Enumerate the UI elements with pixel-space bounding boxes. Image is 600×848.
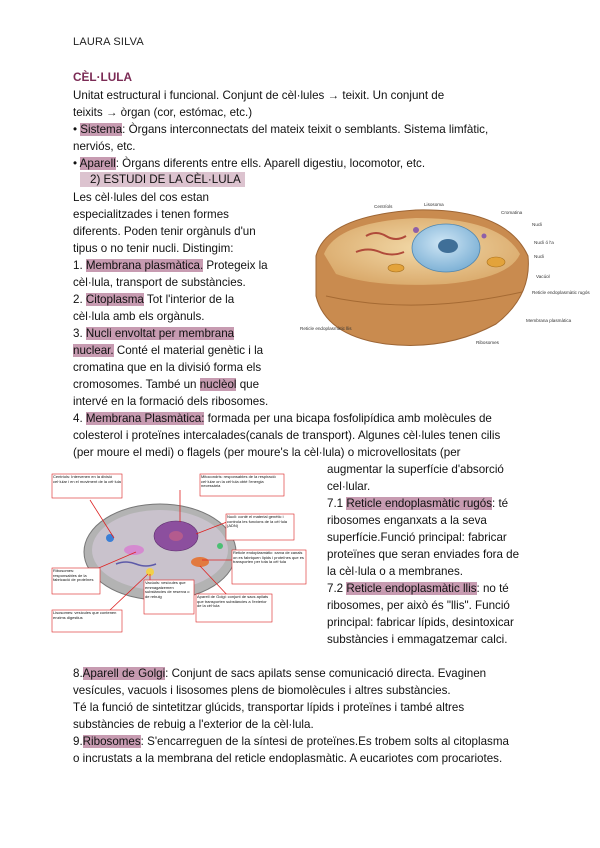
item72-line-4: substàncies i emmagatzemar calci. <box>327 633 508 646</box>
item3-text-2: Conté el material genètic i la <box>113 344 264 357</box>
item72-num: 7.2 <box>327 582 347 595</box>
fig1-label-rel: Reticle endoplasmàtic llis <box>300 326 352 331</box>
term-sistema: Sistema <box>80 123 123 136</box>
fig2-caption-mitocondris: Mitocondris: responsables de la respiració cel·lular on la cèl·lula obté l'energia necessària <box>201 474 276 489</box>
item71-num: 7.1 <box>327 497 347 510</box>
item1-num: 1. <box>73 259 86 272</box>
item4-line-5: cel·lular. <box>327 480 371 493</box>
item72-text: : no té <box>476 582 509 595</box>
item8-line-3: Té la funció de sintetitzar glúcids, transportar lípids i proteïnes i també altres <box>73 701 465 714</box>
fig1-label-centriols: Centríols <box>374 204 393 209</box>
item9-line-2: o incrustats a la membrana del reticle endoplasmàtic. A eucariotes com procariotes. <box>73 752 503 765</box>
item8-line-4: substàncies de rebuig a l'exterior de la cèl·lula. <box>73 718 314 731</box>
fig1-label-ribosomes: Ribosomes <box>476 340 499 345</box>
item8-num: 8. <box>73 667 83 680</box>
intro-line-1: Unitat estructural i funcional. Conjunt de cèl·lules → teixit. Un conjunt de <box>73 89 445 102</box>
item71-line-1 <box>327 496 508 511</box>
labeled-cell-diagram <box>50 470 320 640</box>
intro-line-2: teixits → òrgan (cor, estómac, etc.) <box>73 106 253 119</box>
fig2-caption-lisosomes: Lisosomes: vesícules que contenen enzims digestius <box>53 610 117 620</box>
item1-text: Protegeix la <box>203 259 268 272</box>
item71-term: Reticle endoplasmàtic rugós <box>346 497 492 510</box>
term-nucleol: nuclèol <box>199 378 237 391</box>
item3-line-2 <box>73 343 263 358</box>
page-title: CÈL·LULA <box>73 70 132 84</box>
estudi-line-2: especialitzades i tenen formes <box>73 208 229 221</box>
estudi-line-1: Les cèl·lules del cos estan <box>73 191 209 204</box>
sistema-line-2: nerviós, etc. <box>73 140 136 153</box>
item4-num: 4. <box>73 412 86 425</box>
item9-text: : S'encarreguen de la síntesi de proteïnes.Es trobem solts al citoplasma <box>140 735 509 748</box>
fig2-caption-nucli: Nucli: conté el material genètic i controla les funcions de la cèl·lula (ADN) <box>227 514 288 529</box>
item8-term: Aparell de Golgi <box>82 667 166 680</box>
item1-line-1 <box>73 258 268 273</box>
item4-line-3: (per moure el medi) o flagels (per moure's la cèl·lula) o microvellositats (per <box>73 446 461 459</box>
item3-line-1 <box>73 326 234 341</box>
item1-line-2: cèl·lula, transport de substàncies. <box>73 276 246 289</box>
item1-term: Membrana plasmàtica. <box>85 259 204 272</box>
fig1-label-cromatina: Cromatina <box>501 210 523 215</box>
aparell-line: • Aparell: Òrgans diferents entre ells. Aparell digestiu, locomotor, etc. <box>73 157 426 170</box>
sistema-line-1: • Sistema: Òrgans interconnectats del mateix teixit o semblants. Sistema limfàtic, <box>73 123 489 136</box>
item4-line-2: colesterol i proteïnes intercalades(canals de transport). Algunes cèl·lules tenen cilis <box>73 429 501 442</box>
item2-line-1 <box>73 292 234 307</box>
estudi-line-3: diferents. Poden tenir orgànuls d'un <box>73 225 256 238</box>
item4-text: formada per una bicapa fosfolipídica amb molècules de <box>204 412 492 425</box>
section-heading: 2) ESTUDI DE LA CÈL·LULA <box>80 172 245 187</box>
fig2-caption-vacuols: Vacúols: vesícules que emmagatzemen substàncies de reserva o de rebuig <box>145 580 190 599</box>
item9-line-1 <box>73 734 509 749</box>
term-aparell: Aparell <box>79 157 116 170</box>
fig1-label-nucli-3: Nucli <box>534 254 545 259</box>
fig1-label-rer: Reticle endoplasmàtic rugós <box>532 290 590 295</box>
item3-line-3: cromatina que en la divisió forma els <box>73 361 262 374</box>
item3-text-4a: cromosomes. També un <box>73 378 200 391</box>
item72-line-2: ribosomes, per això és "llis". Funció <box>327 599 510 612</box>
item71-line-3: superfície.Funció principal: fabricar <box>327 531 507 544</box>
item2-term: Citoplasma <box>85 293 144 306</box>
item3-line-5: intervé en la formació dels ribosomes. <box>73 395 269 408</box>
item71-line-2: ribosomes enganxats a la seva <box>327 514 487 527</box>
item4-line-4: augmentar la superfície d'absorció <box>327 463 504 476</box>
animal-cell-illustration <box>296 196 590 358</box>
item3-num: 3. <box>73 327 86 340</box>
fig1-label-lisosoma: Lisosoma <box>424 202 444 207</box>
item2-num: 2. <box>73 293 86 306</box>
estudi-line-4: tipus o no tenir nucli. Distingim: <box>73 242 234 255</box>
fig2-caption-ribosomes: Ribosomes: responsables de la fabricació de proteïnes <box>53 568 94 583</box>
author-name: LAURA SILVA <box>73 36 144 48</box>
fig2-caption-centriols: Centríols: Intervenen en la divisió cel·lular i en el moviment de la cèl·lula <box>53 474 121 484</box>
item71-text: : té <box>492 497 509 510</box>
fig2-caption-golgi: Aparell de Golgi: conjunt de sacs apilats que transporten substàncies a l'exterior de la cèl·lula <box>197 594 269 609</box>
item71-line-4: proteïnes que seran enviades fora de <box>327 548 520 561</box>
fig2-caption-reticle: Reticle endoplasmàtic: xarxa de canals on es fabriquen lípids i proteïnes que es transporten per tota la cèl·lula <box>233 550 304 565</box>
item9-term: Ribosomes <box>82 735 141 748</box>
item72-line-1 <box>327 581 509 596</box>
item9-num: 9. <box>73 735 83 748</box>
item71-line-5: la cèl·lula o a membranes. <box>327 565 463 578</box>
item2-line-2: cèl·lula amb els orgànuls. <box>73 310 205 323</box>
item4-term: Membrana Plasmàtica: <box>85 412 205 425</box>
sistema-text: : Òrgans interconnectats del mateix teixit o semblants. Sistema limfàtic, <box>122 123 489 136</box>
aparell-text: : Òrgans diferents entre ells. Aparell digestiu, locomotor, etc. <box>115 157 426 170</box>
item3-term-a: Nucli envoltat per membrana <box>85 327 235 340</box>
fig1-label-membrana: Membrana plasmàtica <box>526 318 572 323</box>
item72-term: Reticle endoplasmàtic llis <box>346 582 477 595</box>
item3-term-b: nuclear. <box>73 344 114 357</box>
item8-line-2: vesícules, vacuols i lisosomes plens de biomolècules i altres substàncies. <box>73 684 451 697</box>
fig1-label-nucli-1: Nucli <box>532 222 543 227</box>
fig1-label-vacuol: Vacúol <box>536 274 550 279</box>
item72-line-3: principal: fabricar lípids, desintoxicar <box>327 616 514 629</box>
item8-text: : Conjunt de sacs apilats sense comunicació directa. Evaginen <box>165 667 487 680</box>
item4-line-1 <box>73 411 492 426</box>
item2-text: Tot l'interior de la <box>143 293 235 306</box>
item3-text-4b: que <box>236 378 260 391</box>
item8-line-1 <box>73 666 486 681</box>
fig1-label-nucli-2: Nucli ó l'a <box>534 240 554 245</box>
item3-line-4 <box>73 377 259 392</box>
